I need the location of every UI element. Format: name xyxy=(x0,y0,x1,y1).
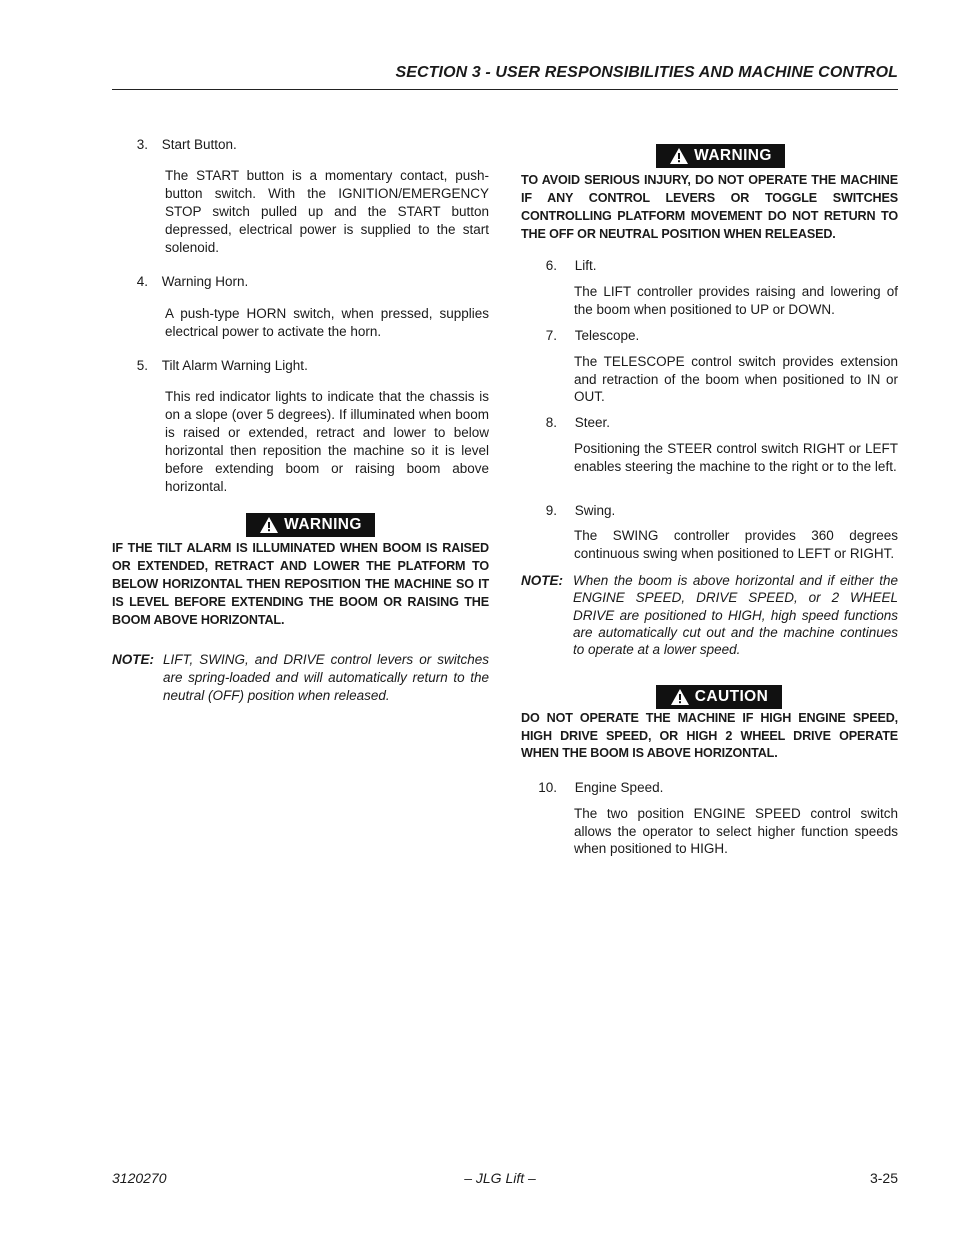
item-number: 3. xyxy=(136,137,148,152)
warning-label: WARNING xyxy=(694,147,772,164)
list-item-engine-speed xyxy=(521,779,663,796)
list-item-lift xyxy=(521,257,597,274)
item-number: 5. xyxy=(136,358,148,373)
item-number: 10. xyxy=(538,780,557,795)
item-label: Tilt Alarm Warning Light. xyxy=(161,358,308,373)
note-label: NOTE: xyxy=(112,652,154,667)
warning-text: TO AVOID SERIOUS INJURY, DO NOT OPERATE THE MACHINE IF ANY CONTROL LEVERS OR TOGGLE SWITCHES CONTROLLING PLATFORM MOVEMENT DO NOT RETURN TO THE OFF OR NEUTRAL POSITION WHEN RELEASED. xyxy=(521,173,898,241)
note-block xyxy=(521,572,898,662)
item-number: 4. xyxy=(136,274,148,289)
note-block xyxy=(112,651,489,711)
warning-triangle-icon xyxy=(259,516,279,534)
item-description: The SWING controller provides 360 degrees continuous swing when positioned to LEFT or RIGHT. xyxy=(574,528,898,561)
item-description: This red indicator lights to indicate that the chassis is on a slope (over 5 degrees). If illuminated when boom is raised or extended, retract and lower to below horizontal then reposition the machine so it is level before extending boom or raising boom above horizontal. xyxy=(165,389,489,494)
list-item-telescope xyxy=(521,327,639,344)
note-text: When the boom is above horizontal and if either the ENGINE SPEED, DRIVE SPEED, or 2 WHEEL DRIVE are positioned to HIGH, high speed functions are automatically cut out and the machine continues to operate at a lower speed. xyxy=(573,573,898,658)
warning-badge xyxy=(656,144,785,168)
item-description: Positioning the STEER control switch RIGHT or LEFT enables steering the machine to the right or to the left. xyxy=(574,441,898,474)
list-item-swing xyxy=(521,502,615,519)
header-divider xyxy=(112,89,898,90)
caution-triangle-icon xyxy=(670,688,690,706)
item-description: The two position ENGINE SPEED control switch allows the operator to select higher function speeds when positioned to HIGH. xyxy=(574,806,898,856)
item-number: 8. xyxy=(545,415,557,430)
footer-doc-number: 3120270 xyxy=(112,1170,167,1186)
list-item-warning-horn xyxy=(112,273,248,290)
item-label: Swing. xyxy=(574,503,616,518)
list-item-tilt-alarm xyxy=(112,357,308,374)
footer-page-number: 3-25 xyxy=(869,1170,898,1186)
item-label: Lift. xyxy=(574,258,597,273)
warning-text: IF THE TILT ALARM IS ILLUMINATED WHEN BOOM IS RAISED OR EXTENDED, RETRACT AND LOWER THE PLATFORM TO BELOW HORIZONTAL THEN REPOSITION THE MACHINE SO IT IS LEVEL BEFORE EXTENDING THE BOOM OR RAISING THE BOOM ABOVE HORIZONTAL. xyxy=(112,541,489,627)
note-label: NOTE: xyxy=(521,573,563,588)
item-description: The TELESCOPE control switch provides extension and retraction of the boom when positioned to IN or OUT. xyxy=(574,354,898,404)
note-text: LIFT, SWING, and DRIVE control levers or switches are spring-loaded and will automatically return to the neutral (OFF) position when released. xyxy=(163,652,489,703)
item-label: Telescope. xyxy=(574,328,640,343)
page-section-title: SECTION 3 - USER RESPONSIBILITIES AND MACHINE CONTROL xyxy=(395,64,898,81)
warning-triangle-icon xyxy=(669,147,689,165)
footer-publisher: – JLG Lift – xyxy=(464,1170,536,1186)
warning-label: WARNING xyxy=(284,516,362,533)
item-description: The LIFT controller provides raising and lowering of the boom when positioned to UP or DOWN. xyxy=(574,284,898,317)
item-number: 9. xyxy=(545,503,557,518)
list-item-steer xyxy=(521,414,610,431)
item-number: 6. xyxy=(545,258,557,273)
item-label: Start Button. xyxy=(161,137,237,152)
caution-label: CAUTION xyxy=(694,688,769,705)
item-label: Steer. xyxy=(574,415,611,430)
item-number: 7. xyxy=(545,328,557,343)
item-description: The START button is a momentary contact, push-button switch. With the IGNITION/EMERGENCY STOP switch pulled up and the START button depressed, electrical power is supplied to the start solenoid. xyxy=(165,168,489,255)
warning-badge xyxy=(246,513,375,537)
item-description: A push-type HORN switch, when pressed, supplies electrical power to activate the horn. xyxy=(165,306,489,339)
caution-text: DO NOT OPERATE THE MACHINE IF HIGH ENGINE SPEED, HIGH DRIVE SPEED, OR HIGH 2 WHEEL DRIVE OPERATE WHEN THE BOOM IS ABOVE HORIZONTAL. xyxy=(521,711,898,760)
list-item-start-button xyxy=(112,136,237,153)
caution-badge xyxy=(656,685,782,709)
item-label: Warning Horn. xyxy=(161,274,249,289)
item-label: Engine Speed. xyxy=(574,780,664,795)
